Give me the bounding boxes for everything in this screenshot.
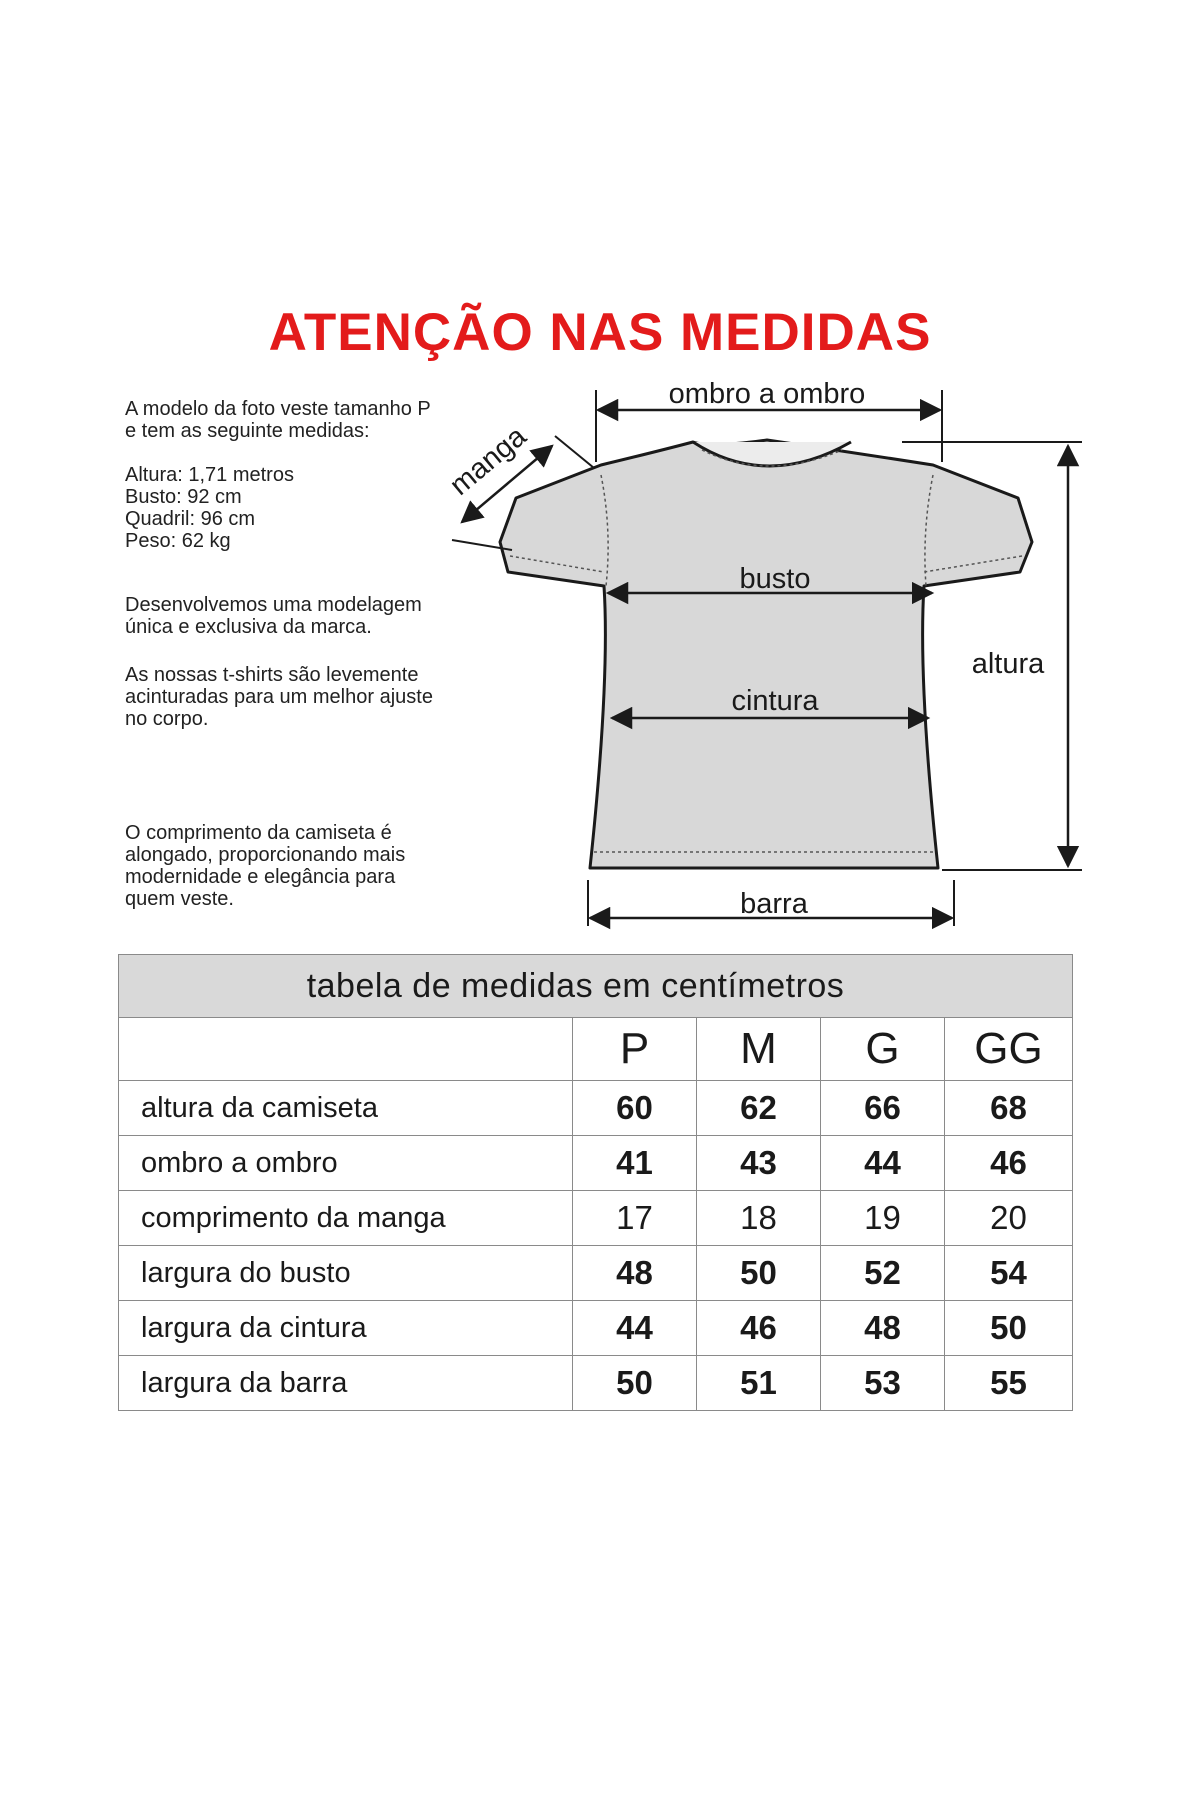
cell-value: 17: [573, 1191, 697, 1246]
model-intro-line: e tem as seguinte medidas:: [125, 420, 370, 442]
cell-value: 20: [945, 1191, 1073, 1246]
table-row: [119, 1246, 1073, 1301]
cell-value: 44: [573, 1301, 697, 1356]
cell-value: 50: [697, 1246, 821, 1301]
cell-value: 48: [573, 1246, 697, 1301]
cell-value: 62: [697, 1081, 821, 1136]
size-header-gg: GG: [945, 1018, 1073, 1081]
cell-value: 50: [573, 1356, 697, 1411]
description-line: no corpo.: [125, 708, 209, 730]
cell-value: 66: [821, 1081, 945, 1136]
cell-value: 43: [697, 1136, 821, 1191]
page-title: ATENÇÃO NAS MEDIDAS: [268, 303, 932, 362]
size-table-corner: [119, 1018, 573, 1081]
cell-value: 46: [945, 1136, 1073, 1191]
description-line: única e exclusiva da marca.: [125, 616, 372, 638]
table-row: [119, 1301, 1073, 1356]
tshirt-shape: [500, 440, 1032, 868]
description-line: modernidade e elegância para: [125, 866, 396, 888]
cell-value: 68: [945, 1081, 1073, 1136]
height-label: altura: [971, 648, 1045, 680]
row-label: largura da cintura: [119, 1301, 573, 1356]
row-label: largura do busto: [119, 1246, 573, 1301]
cell-value: 46: [697, 1301, 821, 1356]
cell-value: 44: [821, 1136, 945, 1191]
cell-value: 55: [945, 1356, 1073, 1411]
row-label: comprimento da manga: [119, 1191, 573, 1246]
measure-bust: Busto: 92 cm: [125, 486, 242, 508]
shoulder-label: ombro a ombro: [668, 378, 866, 410]
size-table: [118, 954, 1073, 1411]
table-row: [119, 1136, 1073, 1191]
sleeve-label: manga: [443, 420, 533, 502]
cell-value: 41: [573, 1136, 697, 1191]
size-table-title: tabela de medidas em centímetros: [119, 955, 1073, 1018]
bust-label: busto: [739, 563, 811, 595]
size-header-p: P: [573, 1018, 697, 1081]
row-label: altura da camiseta: [119, 1081, 573, 1136]
model-intro-line: A modelo da foto veste tamanho P: [125, 398, 431, 420]
cell-value: 54: [945, 1246, 1073, 1301]
description-line: quem veste.: [125, 888, 234, 910]
description-line: alongado, proporcionando mais: [125, 844, 406, 866]
cell-value: 50: [945, 1301, 1073, 1356]
description-line: Desenvolvemos uma modelagem: [125, 594, 422, 616]
table-row: [119, 1191, 1073, 1246]
size-header-m: M: [697, 1018, 821, 1081]
cell-value: 52: [821, 1246, 945, 1301]
row-label: ombro a ombro: [119, 1136, 573, 1191]
measure-height: Altura: 1,71 metros: [125, 464, 294, 486]
description-line: O comprimento da camiseta é: [125, 822, 392, 844]
cell-value: 18: [697, 1191, 821, 1246]
size-header-g: G: [821, 1018, 945, 1081]
description-line: acinturadas para um melhor ajuste: [125, 686, 433, 708]
cell-value: 51: [697, 1356, 821, 1411]
cell-value: 53: [821, 1356, 945, 1411]
measure-hip: Quadril: 96 cm: [125, 508, 256, 530]
cell-value: 48: [821, 1301, 945, 1356]
cell-value: 19: [821, 1191, 945, 1246]
waist-label: cintura: [731, 685, 819, 717]
measure-weight: Peso: 62 kg: [125, 530, 231, 552]
hem-label: barra: [740, 888, 808, 920]
row-label: largura da barra: [119, 1356, 573, 1411]
table-row: [119, 1356, 1073, 1411]
table-row: [119, 1081, 1073, 1136]
cell-value: 60: [573, 1081, 697, 1136]
sleeve-extension-line: [555, 436, 594, 468]
description-line: As nossas t-shirts são levemente: [125, 664, 419, 686]
